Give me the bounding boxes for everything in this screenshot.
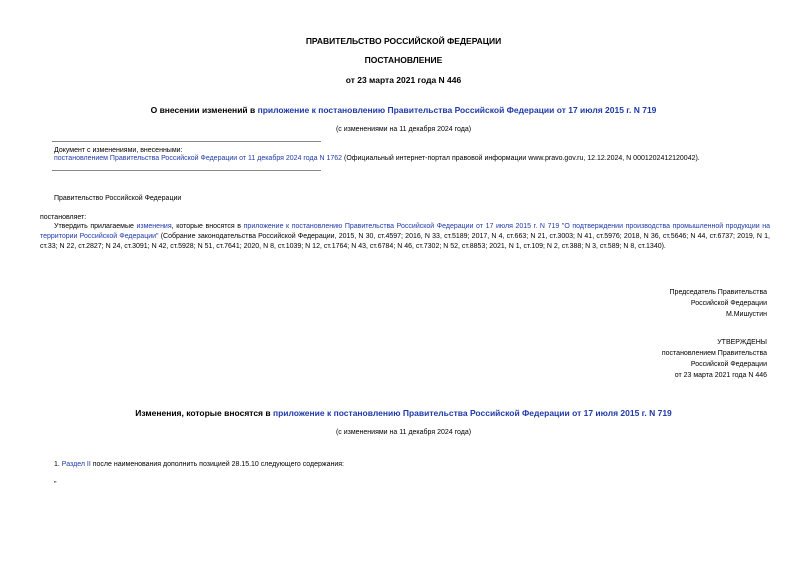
signature-block	[670, 287, 767, 320]
changes-box-suffix: (Официальный интернет-портал правовой информации www.pravo.gov.ru, 12.12.2024, N 0001202412120042).	[342, 155, 700, 162]
changes-title	[0, 408, 807, 418]
changes-edition-note: (с изменениями на 11 декабря 2024 года)	[335, 429, 472, 436]
signature-line-2: Российской Федерации	[690, 300, 767, 307]
approved-line-3: Российской Федерации	[690, 361, 767, 368]
item-1-number: 1.	[54, 461, 62, 468]
signature-line-3: М.Мишустин	[725, 311, 767, 318]
changes-box-label: Документ с изменениями, внесенными:	[54, 147, 183, 154]
approved-line-2: постановлением Правительства	[661, 350, 767, 357]
approved-line-1: УТВЕРЖДЕНЫ	[717, 339, 767, 346]
document-title	[0, 105, 807, 115]
body-government: Правительство Российской Федерации	[54, 195, 182, 202]
approved-block	[662, 337, 767, 381]
changes-title-prefix: Изменения, которые вносятся в	[135, 408, 273, 418]
para-link-appendix[interactable]: приложение к постановлению Правительства Российской Федерации от 17 июля 2015 г. N 719 "О подтверждении производства промышленной продукции на территории Российской Федерации"	[40, 223, 771, 240]
signature-line-1: Председатель Правительства	[669, 289, 767, 296]
item-1-text: после наименования дополнить позицией 28.15.10 следующего содержания:	[90, 461, 345, 468]
approved-line-4: от 23 марта 2021 года N 446	[674, 372, 767, 379]
changes-box-top-rule	[52, 141, 321, 142]
changes-box-link[interactable]: постановлением Правительства Российской Федерации от 11 декабря 2024 года N 1762	[54, 155, 343, 162]
item-1	[54, 460, 344, 470]
quote-mark: "	[54, 481, 57, 488]
resolves-word: постановляет:	[40, 214, 87, 221]
para-link-changes[interactable]: изменения	[136, 223, 172, 230]
main-paragraph	[40, 222, 770, 252]
para-mid: , которые вносятся в	[171, 223, 244, 230]
para-start: Утвердить прилагаемые	[54, 223, 137, 230]
title-prefix: О внесении изменений в	[150, 105, 258, 115]
document-type: ПОСТАНОВЛЕНИЕ	[364, 55, 443, 65]
document-date-number: от 23 марта 2021 года N 446	[345, 75, 462, 85]
changes-box-bottom-rule	[52, 170, 321, 171]
government-heading: ПРАВИТЕЛЬСТВО РОССИЙСКОЙ ФЕДЕРАЦИИ	[305, 36, 502, 46]
para-rest: (Собрание законодательства Российской Федерации, 2015, N 30, ст.4597; 2016, N 33, ст.5189; 2017, N 4, ст.663; N 21, ст.3003; N 41, ст.5976; 2018, N 36, ст.5646; N 44, ст.6737; 2019, N 1, ст.33; N 22, ст.2827; N 24, ст.3091; N 42, ст.5928; N 51, ст.7641; 2020, N 8, ст.1039; N 12, ст.1764; N 43, ст.6784; N 46, ст.7302; N 52, ст.8853; 2021, N 1, ст.109; N 2, ст.388; N 3, ст.589; N 8, ст.1340).	[40, 233, 770, 250]
edition-note: (с изменениями на 11 декабря 2024 года)	[335, 126, 472, 133]
item-1-link[interactable]: Раздел II	[61, 461, 91, 468]
title-link[interactable]: приложение к постановлению Правительства Российской Федерации от 17 июля 2015 г. N 719	[257, 105, 657, 115]
changes-box-source	[54, 154, 700, 164]
changes-title-link[interactable]: приложение к постановлению Правительства Российской Федерации от 17 июля 2015 г. N 719	[272, 408, 672, 418]
